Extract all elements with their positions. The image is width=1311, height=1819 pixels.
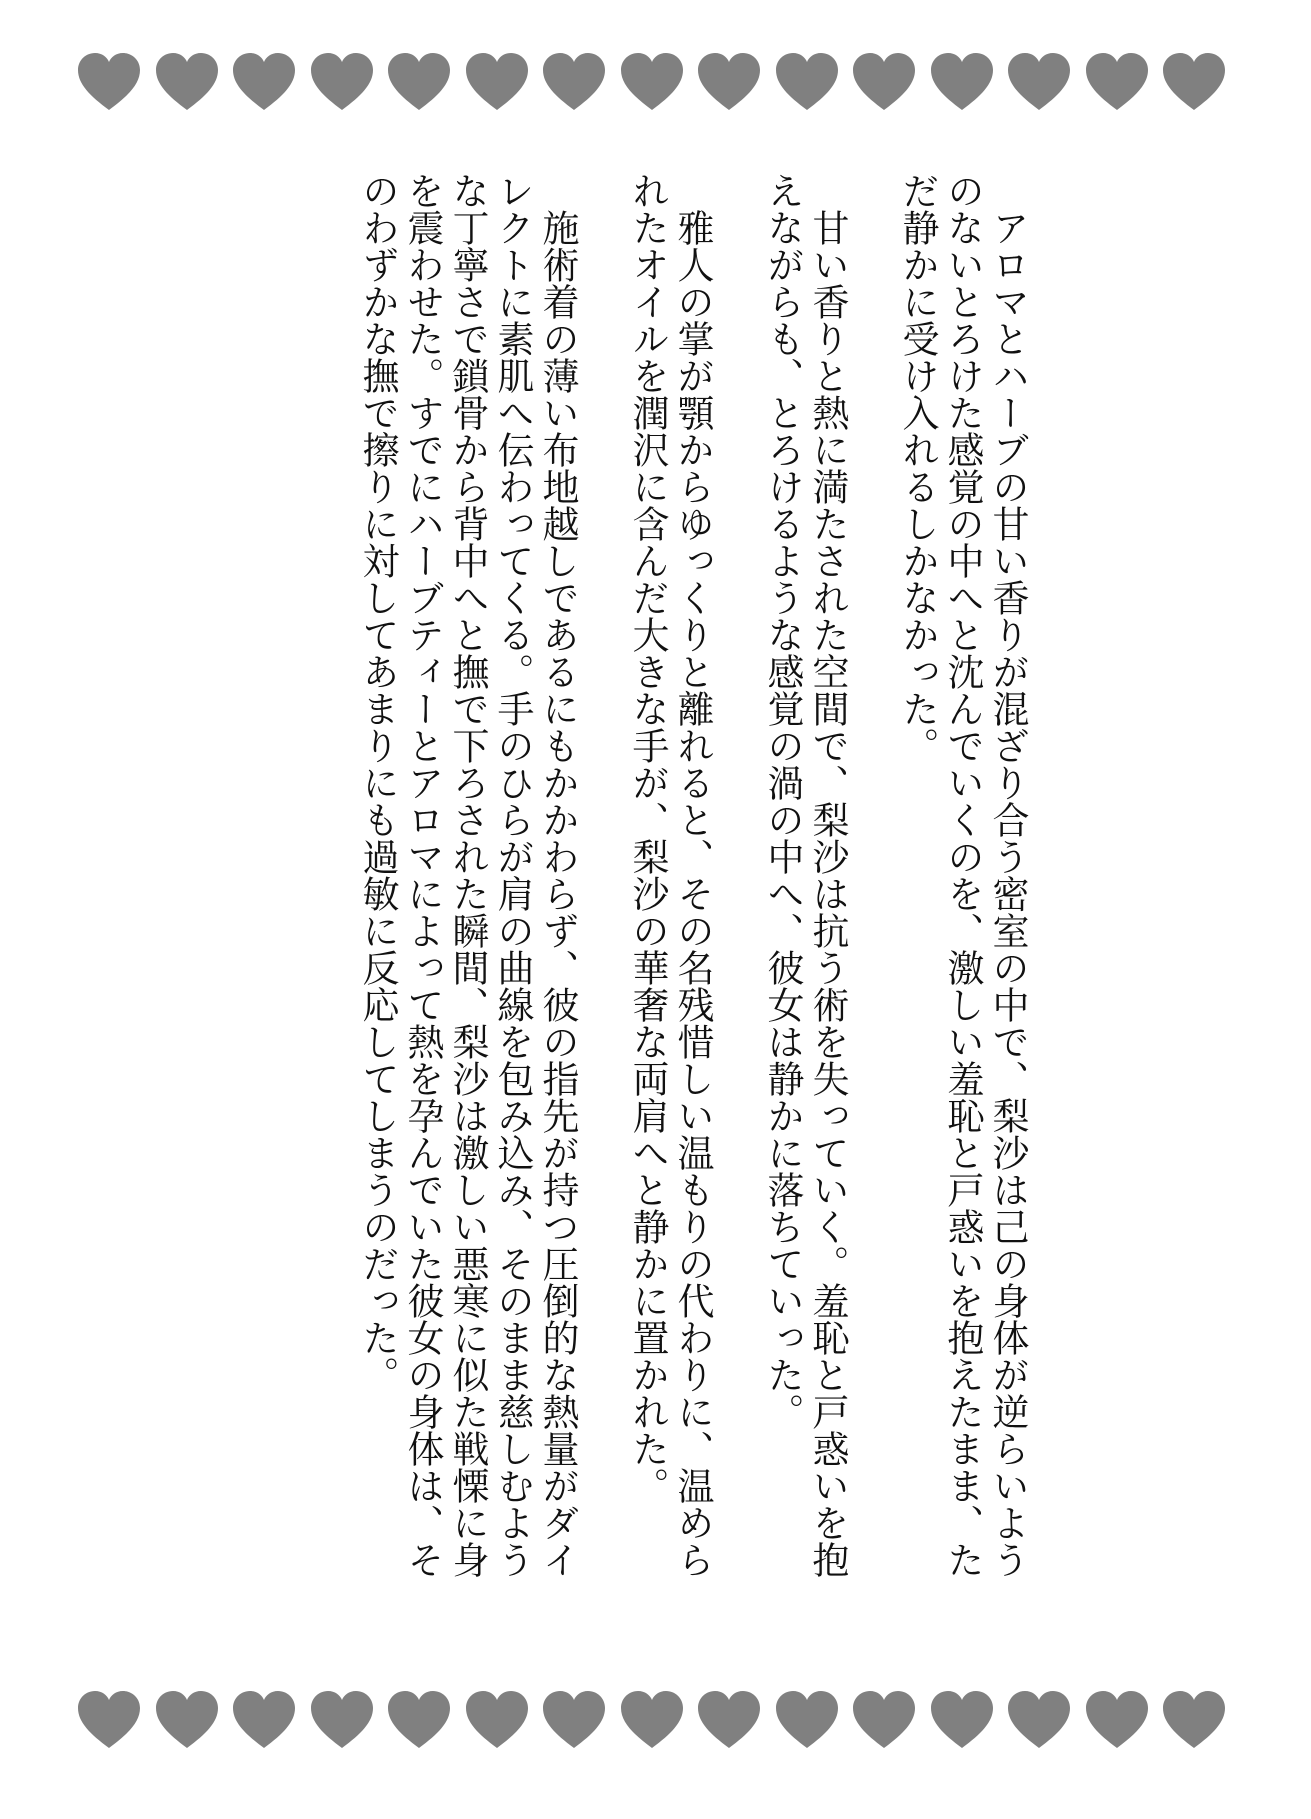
heart-icon [774, 52, 840, 114]
paragraph-gap [850, 172, 895, 1592]
heart-icon [929, 1690, 995, 1752]
heart-icon [1161, 1690, 1227, 1752]
heart-icon [1084, 1690, 1150, 1752]
heart-icon [1161, 52, 1227, 114]
heart-icon [619, 52, 685, 114]
heart-icon [386, 52, 452, 114]
paragraph-3: 雅人の掌が顎からゆっくりと離れると、その名残惜しい温もりの代わりに、温められたオイルを潤沢に含んだ大きな手が、梨沙の華奢な両肩へと静かに置かれた。 [626, 172, 714, 1578]
heart-icon [541, 1690, 607, 1752]
vertical-text-body [200, 172, 1030, 1592]
heart-icon [309, 52, 375, 114]
heart-icon [309, 1690, 375, 1752]
top-heart-border [0, 52, 1311, 118]
heart-icon [774, 1690, 840, 1752]
heart-icon [386, 1690, 452, 1752]
bottom-heart-border [0, 1690, 1311, 1756]
heart-icon [76, 1690, 142, 1752]
heart-icon [154, 1690, 220, 1752]
heart-icon [154, 52, 220, 114]
heart-icon [1006, 1690, 1072, 1752]
heart-icon [851, 1690, 917, 1752]
heart-icon [929, 52, 995, 114]
paragraph-1: アロマとハーブの甘い香りが混ざり合う密室の中で、梨沙は己の身体が逆らいようのないとろけた感覚の中へと沈んでいくのを、激しい羞恥と戸惑いを抱えたまま、ただ静かに受け入れるしかなかった。 [896, 172, 1029, 1578]
paragraph-gap [715, 172, 760, 1592]
heart-icon [464, 52, 530, 114]
paragraph-4: 施術着の薄い布地越しであるにもかかわらず、彼の指先が持つ圧倒的な熱量がダイレクトに素肌へ伝わってくる。手のひらが肩の曲線を包み込み、そのまま慈しむような丁寧さで鎖骨から背中へと撫で下ろされた瞬間、梨沙は激しい悪寒に似た戦慄に身を震わせた。すでにハーブティーとアロマによって熱を孕んでいた彼女の身体は、そのわずかな撫で擦りに対してあまりにも過敏に反応してしまうのだった。 [356, 172, 579, 1578]
heart-icon [464, 1690, 530, 1752]
heart-icon [541, 52, 607, 114]
heart-icon [619, 1690, 685, 1752]
heart-icon [851, 52, 917, 114]
heart-icon [231, 52, 297, 114]
heart-icon [1006, 52, 1072, 114]
heart-icon [76, 52, 142, 114]
paragraph-2: 甘い香りと熱に満たされた空間で、梨沙は抗う術を失っていく。羞恥と戸惑いを抱えながらも、とろけるような感覚の渦の中へ、彼女は静かに落ちていった。 [761, 172, 849, 1578]
paragraph-gap [580, 172, 625, 1592]
heart-icon [696, 52, 762, 114]
heart-icon [231, 1690, 297, 1752]
heart-icon [696, 1690, 762, 1752]
heart-icon [1084, 52, 1150, 114]
